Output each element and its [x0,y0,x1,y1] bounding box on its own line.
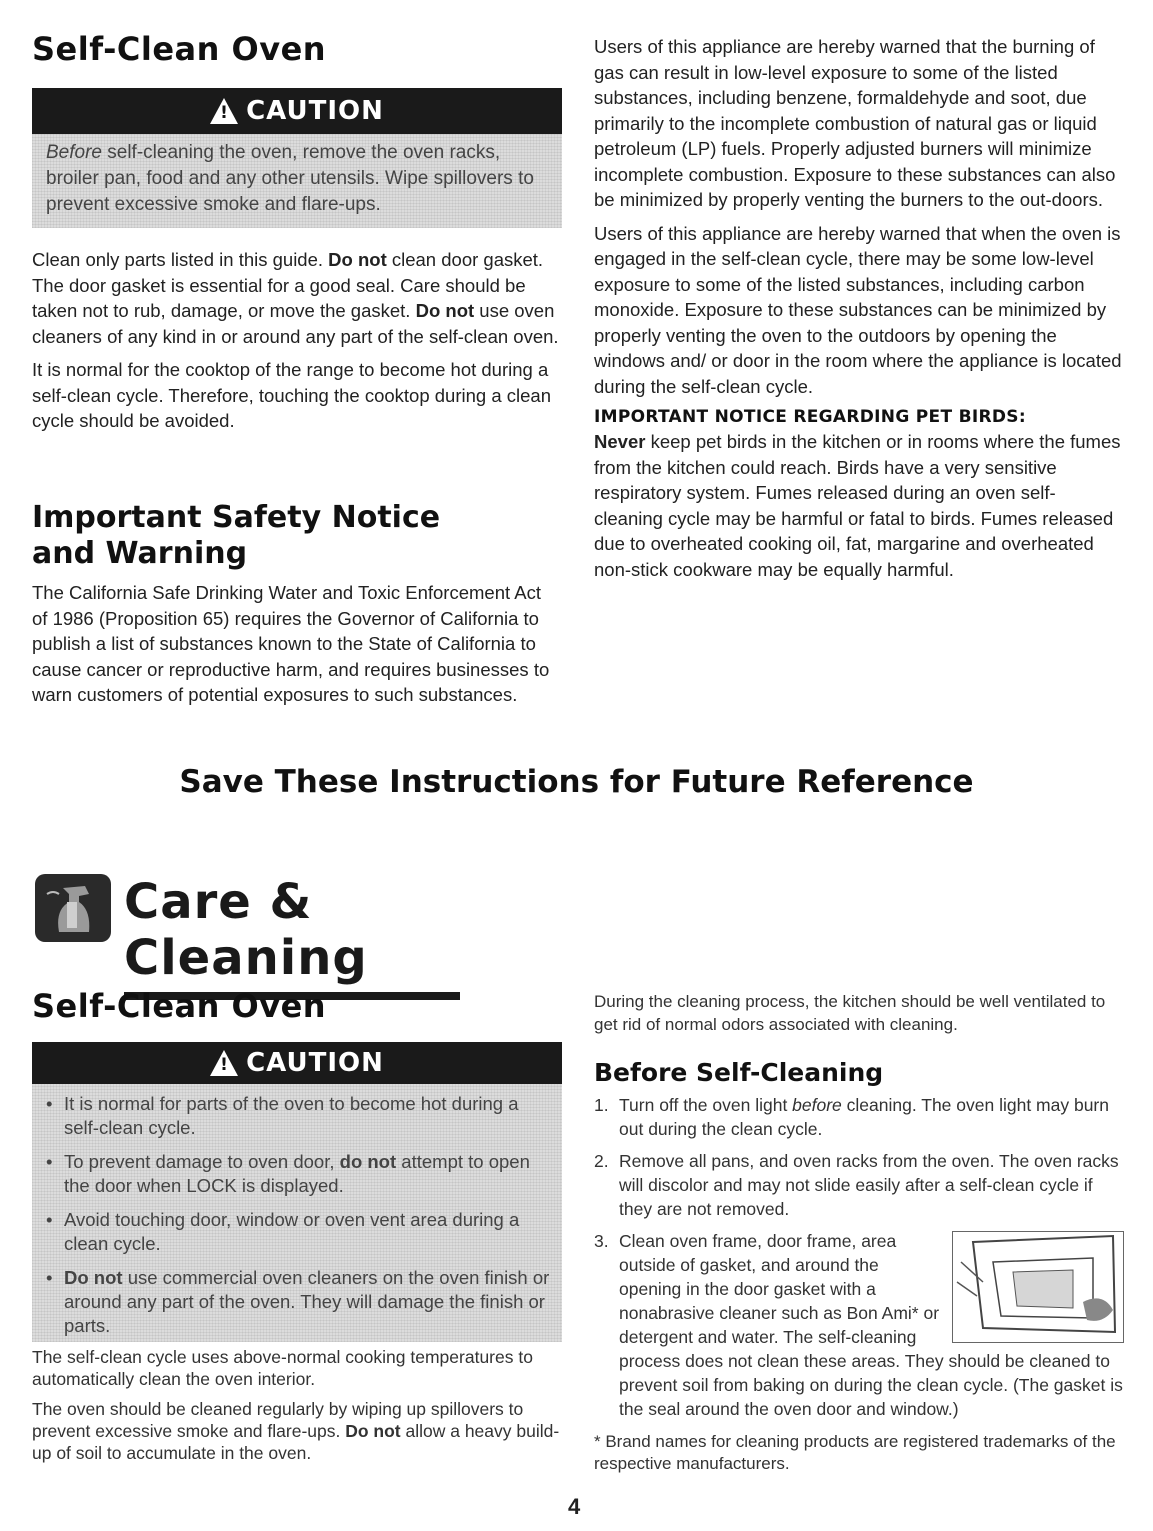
step-3 [594,1229,1124,1421]
before-self-cleaning-heading: Before Self-Cleaning [594,1058,884,1087]
caution-text [46,140,548,218]
caution-box-2 [32,1042,562,1342]
do-not-emphasis: Do not [328,249,387,270]
caution-label: CAUTION [246,96,384,126]
caution-body: self-cleaning the oven, remove the oven racks, broiler pan, food and any other utensils. Wipe spillovers to prevent excessive smoke and flare-ups. [46,142,534,215]
spray-bottle-icon [33,872,113,944]
caution-label-2: CAUTION [246,1048,384,1078]
section-title-self-clean-oven: Self-Clean Oven [32,30,327,68]
do-not-emphasis: do not [339,1151,397,1172]
heading-line-1: Important Safety Notice [32,500,441,535]
paragraph-cooktop-hot: It is normal for the cooktop of the range to become hot during a self-clean cycle. Therefore, touching the cooktop during a clean cycle should be avoided. [32,359,551,431]
step-number: 2. [594,1151,609,1171]
step-text: before [792,1095,842,1115]
right-column-bottom [594,990,1124,1483]
clean-regularly-a: The oven should be cleaned regularly by wiping up spillovers to prevent excessive smoke and flare-ups. [32,1399,524,1441]
bullet-text: attempt to open the door when LOCK is displayed. [64,1151,530,1196]
care-cleaning-title [124,874,464,1000]
care-cleaning-text: Care & Cleaning [124,874,368,986]
paragraph-text: Clean only parts listed in this guide. [32,249,329,270]
bullet-text: use commercial oven cleaners on the oven finish or around any part of the oven. They will damage the finish or parts. [64,1267,550,1336]
step-number: 3. [594,1231,609,1251]
paragraph-gas-exposure: Users of this appliance are hereby warned that the burning of gas can result in low-level exposure to some of the listed substances, including benzene, formaldehyde and soot, due primarily to the incomplete combustion of natural gas or liquid petroleum (LP) fuels. Properly adjusted burners will minimize incomplete combustion. Exposure to these substances can also be minimized by properly venting the burners to the out-doors. [594,36,1116,210]
step-text: Remove all pans, and oven racks from the oven. The oven racks will discolor and may not slide easily after a self-clean cycle if they are not removed. [619,1151,1119,1219]
heading-line-2: and Warning [32,536,248,571]
left-column-top [32,247,562,442]
paragraph-do-not-clean-gasket [32,247,562,349]
caution-bullet [42,1150,550,1198]
step-number: 1. [594,1095,609,1115]
oven-door-illustration [952,1231,1124,1343]
do-not-emphasis: Do not [64,1267,123,1288]
prop-65-text: The California Safe Drinking Water and Toxic Enforcement Act of 1986 (Proposition 65) requires the Governor of California to publish a list of substances known to the State of California to cause cancer or reproductive harm, and requires businesses to warn customers of potential exposures to such substances. [32,582,550,705]
section-title-self-clean-oven-2: Self-Clean Oven [32,987,327,1025]
paragraph-above-normal-temp: The self-clean cycle uses above-normal cooking temperatures to automatically clean the oven interior. [32,1347,533,1389]
warning-triangle-icon: ! [210,1050,238,1076]
step-item [594,1093,1124,1141]
pet-birds-text: keep pet birds in the kitchen or in rooms where the fumes from the kitchen could reach. Birds have a very sensitive respiratory system. Fumes released during an oven self-cleaning cycle may be harmful or fatal to birds. Fumes released due to overheated cooking oil, fat, margarine and overheated non-stick cookware may be equally harmful. [594,431,1121,580]
footnote-brand-names: * Brand names for cleaning products are registered trademarks of the respective manufacturers. [594,1432,1116,1473]
paragraph-prop-65 [32,580,552,716]
pet-birds-heading: IMPORTANT NOTICE REGARDING PET BIRDS: [594,407,1026,427]
paragraph-text: clean door gasket. The door gasket is essential for a good seal. Care should be taken not to rub, damage, or move the gasket. [32,249,544,321]
page-number: 4 [568,1494,581,1519]
bullet-text: To prevent damage to oven door, [64,1151,340,1172]
caution-box [32,88,562,228]
step-item [594,1149,1124,1221]
left-column-bottom [32,1346,562,1472]
clean-regularly-c: allow a heavy build-up of soil to accumulate in the oven. [32,1421,560,1463]
step-3-text-a: Clean oven frame, door frame, area outside of gasket, and around the opening in the door gasket with a nonabrasive cleaner such as Bon Ami* or detergent and water. The self-cleaning process does not clean these [619,1231,940,1371]
do-not-emphasis: Do not [345,1421,401,1441]
caution-bullet-list [42,1092,550,1348]
paragraph-self-clean-exposure: Users of this appliance are hereby warned that when the oven is engaged in the self-clean cycle, there may be some low-level exposure to some of the listed substances, including carbon monoxide. Exposure to these substances can be minimized by properly venting the oven to the outdoors by opening the windows and/ or door in the room where the appliance is located during the self-clean cycle. [594,222,1122,397]
step-text: cleaning. The oven light may burn out during the clean cycle. [619,1095,1109,1139]
never-emphasis: Never [594,431,646,452]
caution-banner [32,88,562,134]
caution-bullet [42,1266,550,1338]
bullet-text: Avoid touching door, window or oven vent area during a clean cycle. [64,1209,520,1254]
step-3-text-b: areas. They should be cleaned to prevent soil from baking on during the clean cycle. (The gasket is the seal around the oven door and window.) [619,1351,1123,1419]
steps-list [594,1093,1124,1221]
do-not-emphasis: Do not [415,300,475,321]
step-text: Turn off the oven light [619,1095,793,1115]
right-column-top [594,34,1124,590]
heading-important-safety-notice [32,500,562,572]
paragraph-clean-regularly [32,1398,562,1464]
paragraph-text: use oven cleaners of any kind in or around any part of the self-clean oven. [32,300,559,347]
caution-bullet [42,1092,550,1140]
paragraph-ventilation: During the cleaning process, the kitchen should be well ventilated to get rid of normal odors associated with cleaning. [594,992,1106,1034]
caution-banner-2 [32,1042,562,1084]
paragraph-pet-birds [594,429,1124,582]
save-instructions-banner: Save These Instructions for Future Reference [179,764,974,800]
caution-bullet [42,1208,550,1256]
caution-lead: Before [46,142,102,163]
warning-triangle-icon: ! [210,98,238,124]
bullet-text: It is normal for parts of the oven to become hot during a self-clean cycle. [64,1093,519,1138]
